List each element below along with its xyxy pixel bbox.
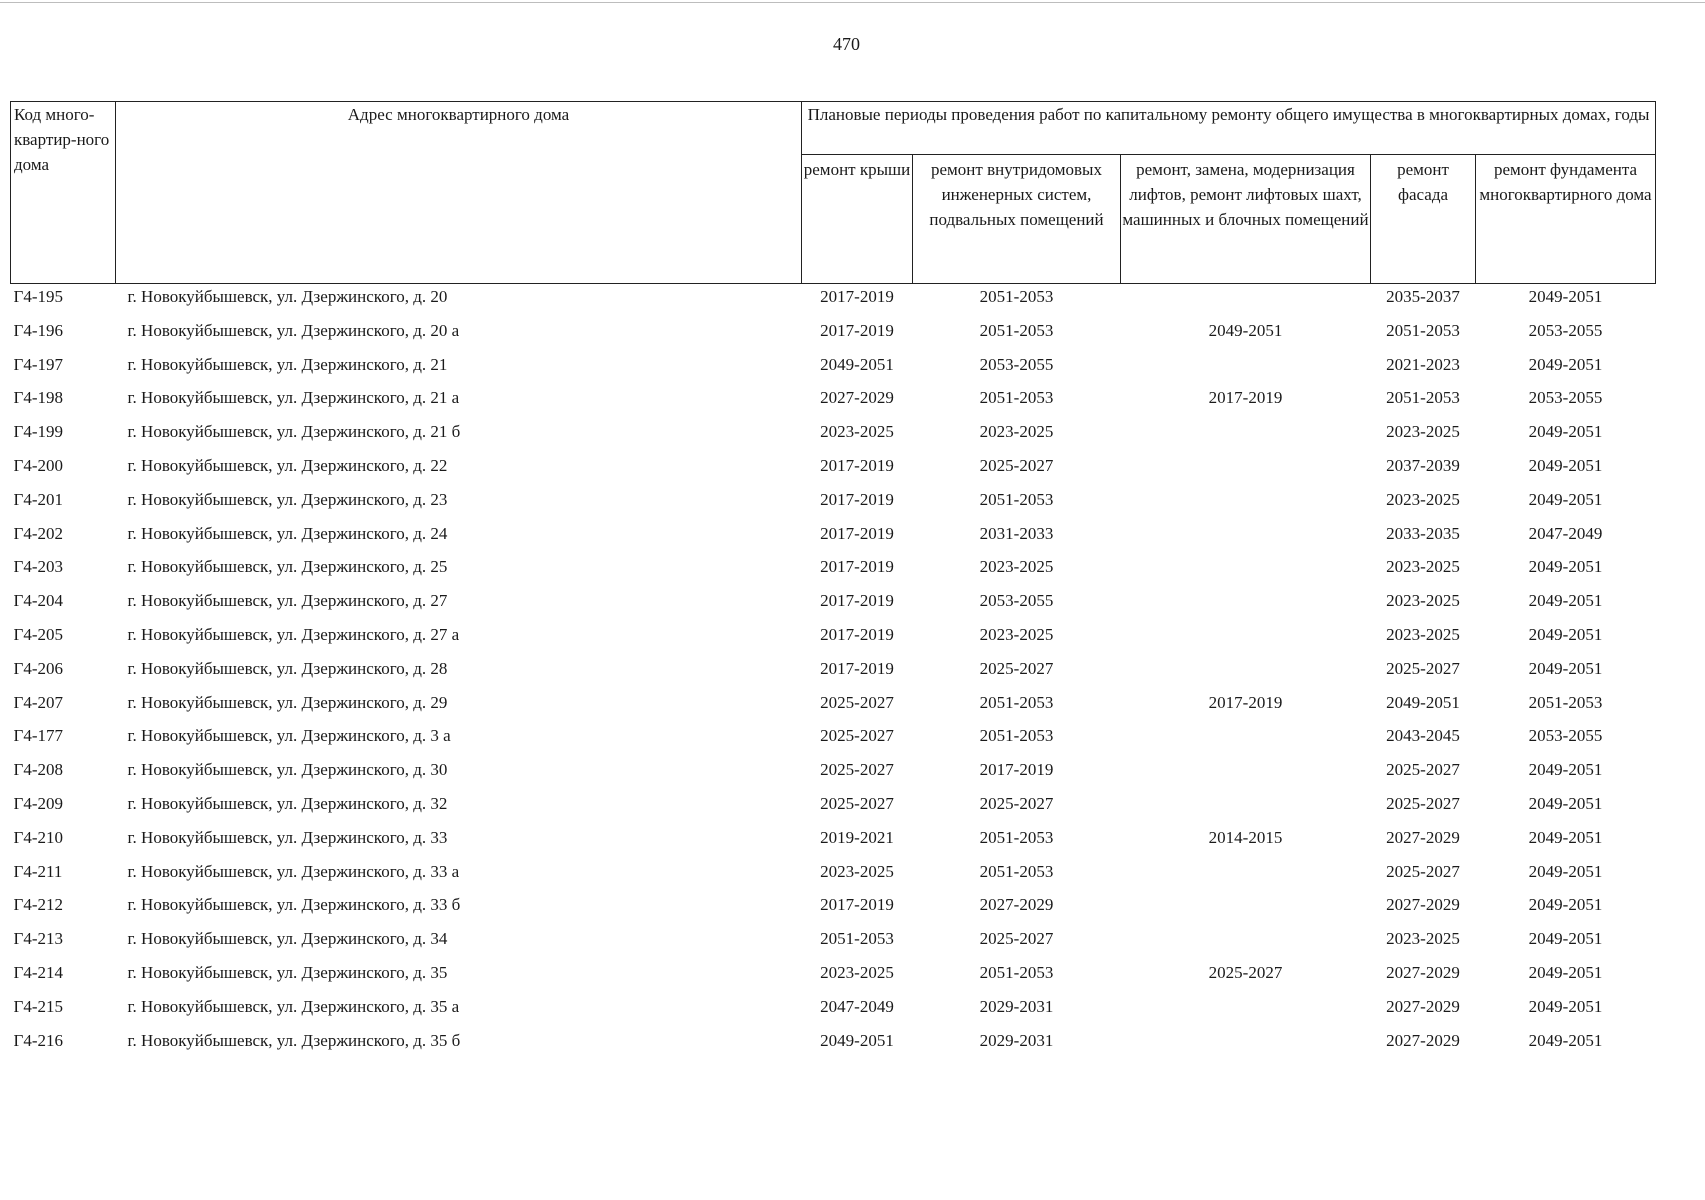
cell-engineering-period: 2051-2053 [979,489,1054,509]
cell-roof-period: 2017-2019 [820,557,894,577]
table-row [11,556,1656,590]
cell-building-code: Г4-200 [13,455,63,475]
cell-building-code: Г4-210 [13,827,63,847]
table-row [11,421,1656,455]
table-row [11,489,1656,523]
cell-address: г. Новокуйбышевск, ул. Дзержинского, д. 21 [127,354,448,374]
cell-engineering-period: 2017-2019 [979,760,1054,780]
header-building-code: Код много-квартир-ного дома [11,102,116,284]
cell-facade-period: 2023-2025 [1386,557,1460,577]
table-body [11,284,1656,1064]
table-row [11,284,1656,320]
cell-building-code: Г4-208 [13,760,63,780]
cell-building-code: Г4-204 [13,591,63,611]
cell-address: г. Новокуйбышевск, ул. Дзержинского, д. 25 [127,557,448,577]
cell-foundation-period: 2049-2051 [1528,1030,1603,1050]
cell-roof-period: 2017-2019 [820,658,894,678]
cell-roof-period: 2017-2019 [820,523,894,543]
table-row [11,996,1656,1030]
cell-roof-period: 2017-2019 [820,895,894,915]
cell-roof-period: 2047-2049 [820,996,894,1016]
cell-engineering-period: 2051-2053 [979,287,1054,306]
header-roof-repair: ремонт крыши [802,155,913,284]
cell-address: г. Новокуйбышевск, ул. Дзержинского, д. 20 [127,287,448,306]
cell-roof-period: 2025-2027 [820,726,894,746]
cell-roof-period: 2049-2051 [820,1030,894,1050]
cell-elevator-period [1121,624,1371,658]
table-row [11,928,1656,962]
cell-facade-period: 2027-2029 [1386,895,1460,915]
cell-foundation-period: 2049-2051 [1528,489,1603,509]
cell-facade-period: 2035-2037 [1386,287,1460,306]
cell-engineering-period: 2051-2053 [979,962,1054,982]
table-row [11,658,1656,692]
cell-building-code: Г4-195 [13,287,63,306]
cell-foundation-period: 2049-2051 [1528,557,1603,577]
cell-elevator-period: 2014-2015 [1208,827,1283,847]
cell-engineering-period: 2053-2055 [979,591,1054,611]
cell-building-code: Г4-196 [13,320,63,340]
cell-elevator-period: 2017-2019 [1208,692,1283,712]
cell-foundation-period: 2049-2051 [1528,624,1603,644]
cell-roof-period: 2025-2027 [820,793,894,813]
cell-facade-period: 2051-2053 [1386,388,1460,408]
cell-elevator-period [1121,658,1371,692]
cell-elevator-period [1121,489,1371,523]
cell-elevator-period [1121,354,1371,388]
cell-facade-period: 2025-2027 [1386,760,1460,780]
cell-foundation-period: 2049-2051 [1528,354,1603,374]
cell-address: г. Новокуйбышевск, ул. Дзержинского, д. 33 а [127,861,460,881]
cell-foundation-period: 2049-2051 [1528,996,1603,1016]
table-row [11,827,1656,861]
cell-foundation-period: 2049-2051 [1528,861,1603,881]
cell-roof-period: 2017-2019 [820,320,894,340]
cell-engineering-period: 2053-2055 [979,354,1054,374]
cell-building-code: Г4-215 [13,996,63,1016]
cell-engineering-period: 2025-2027 [979,455,1054,475]
cell-roof-period: 2017-2019 [820,489,894,509]
cell-building-code: Г4-198 [13,388,63,408]
table-row [11,692,1656,726]
cell-engineering-period: 2027-2029 [979,895,1054,915]
table-row [11,1030,1656,1064]
cell-engineering-period: 2023-2025 [979,422,1054,442]
cell-address: г. Новокуйбышевск, ул. Дзержинского, д. 32 [127,793,448,813]
cell-building-code: Г4-214 [13,962,63,982]
cell-elevator-period [1121,996,1371,1030]
cell-roof-period: 2023-2025 [820,962,894,982]
cell-foundation-period: 2051-2053 [1528,692,1603,712]
cell-elevator-period [1121,590,1371,624]
header-engineering-systems-repair: ремонт внутридомовых инженерных систем, подвальных помещений [913,155,1121,284]
cell-engineering-period: 2051-2053 [979,827,1054,847]
cell-elevator-period [1121,523,1371,557]
cell-elevator-period: 2049-2051 [1208,320,1283,340]
table-row [11,725,1656,759]
cell-building-code: Г4-203 [13,557,63,577]
cell-facade-period: 2051-2053 [1386,320,1460,340]
cell-building-code: Г4-202 [13,523,63,543]
table-row [11,793,1656,827]
cell-address: г. Новокуйбышевск, ул. Дзержинского, д. 27 а [127,624,460,644]
cell-foundation-period: 2053-2055 [1528,320,1603,340]
cell-roof-period: 2025-2027 [820,760,894,780]
cell-roof-period: 2049-2051 [820,354,894,374]
cell-facade-period: 2025-2027 [1386,658,1460,678]
cell-address: г. Новокуйбышевск, ул. Дзержинского, д. 35 б [127,1030,461,1050]
cell-facade-period: 2027-2029 [1386,996,1460,1016]
cell-engineering-period: 2051-2053 [979,692,1054,712]
cell-foundation-period: 2053-2055 [1528,388,1603,408]
cell-engineering-period: 2051-2053 [979,861,1054,881]
cell-address: г. Новокуйбышевск, ул. Дзержинского, д. 35 [127,962,448,982]
table-row [11,962,1656,996]
cell-facade-period: 2033-2035 [1386,523,1460,543]
cell-elevator-period: 2017-2019 [1208,388,1283,408]
cell-address: г. Новокуйбышевск, ул. Дзержинского, д. 28 [127,658,448,678]
cell-building-code: Г4-199 [13,422,63,442]
cell-foundation-period: 2049-2051 [1528,658,1603,678]
header-planned-periods: Плановые периоды проведения работ по капитальному ремонту общего имущества в многоквартирных домах, годы [802,102,1656,155]
cell-roof-period: 2051-2053 [820,929,894,949]
cell-engineering-period: 2051-2053 [979,320,1054,340]
cell-address: г. Новокуйбышевск, ул. Дзержинского, д. 23 [127,489,448,509]
cell-engineering-period: 2025-2027 [979,793,1054,813]
cell-address: г. Новокуйбышевск, ул. Дзержинского, д. 3 а [127,726,451,746]
cell-roof-period: 2017-2019 [820,591,894,611]
cell-engineering-period: 2031-2033 [979,523,1054,543]
cell-roof-period: 2017-2019 [820,624,894,644]
cell-building-code: Г4-206 [13,658,63,678]
cell-address: г. Новокуйбышевск, ул. Дзержинского, д. 34 [127,929,448,949]
cell-facade-period: 2027-2029 [1386,827,1460,847]
cell-facade-period: 2023-2025 [1386,591,1460,611]
cell-engineering-period: 2025-2027 [979,929,1054,949]
cell-address: г. Новокуйбышевск, ул. Дзержинского, д. 30 [127,760,448,780]
capital-repair-table [10,101,1656,1063]
cell-elevator-period [1121,421,1371,455]
cell-elevator-period [1121,928,1371,962]
table-row [11,861,1656,895]
cell-facade-period: 2037-2039 [1386,455,1460,475]
scan-top-edge [0,2,1705,3]
cell-foundation-period: 2053-2055 [1528,726,1603,746]
cell-address: г. Новокуйбышевск, ул. Дзержинского, д. 20 а [127,320,460,340]
cell-address: г. Новокуйбышевск, ул. Дзержинского, д. 21 а [127,388,460,408]
cell-address: г. Новокуйбышевск, ул. Дзержинского, д. 35 а [127,996,460,1016]
cell-elevator-period [1121,793,1371,827]
table-row [11,590,1656,624]
table-row [11,455,1656,489]
cell-elevator-period [1121,759,1371,793]
cell-engineering-period: 2025-2027 [979,658,1054,678]
cell-foundation-period: 2049-2051 [1528,827,1603,847]
cell-building-code: Г4-201 [13,489,63,509]
table-row [11,320,1656,354]
cell-building-code: Г4-205 [13,624,63,644]
cell-address: г. Новокуйбышевск, ул. Дзержинского, д. 33 б [127,895,461,915]
cell-foundation-period: 2049-2051 [1528,793,1603,813]
header-facade-repair: ремонт фасада [1371,155,1476,284]
cell-foundation-period: 2049-2051 [1528,962,1603,982]
cell-elevator-period [1121,455,1371,489]
cell-engineering-period: 2023-2025 [979,557,1054,577]
cell-facade-period: 2049-2051 [1386,692,1460,712]
cell-roof-period: 2027-2029 [820,388,894,408]
cell-engineering-period: 2029-2031 [979,996,1054,1016]
cell-foundation-period: 2049-2051 [1528,455,1603,475]
cell-foundation-period: 2049-2051 [1528,422,1603,442]
table-row [11,354,1656,388]
cell-elevator-period [1121,1030,1371,1064]
cell-building-code: Г4-213 [13,929,63,949]
cell-facade-period: 2027-2029 [1386,962,1460,982]
cell-facade-period: 2023-2025 [1386,489,1460,509]
cell-roof-period: 2023-2025 [820,422,894,442]
cell-building-code: Г4-177 [13,726,63,746]
cell-building-code: Г4-197 [13,354,63,374]
cell-roof-period: 2025-2027 [820,692,894,712]
page-number: 470 [833,34,860,54]
cell-address: г. Новокуйбышевск, ул. Дзержинского, д. 24 [127,523,448,543]
table-row [11,523,1656,557]
cell-address: г. Новокуйбышевск, ул. Дзержинского, д. 33 [127,827,448,847]
cell-address: г. Новокуйбышевск, ул. Дзержинского, д. 22 [127,455,448,475]
cell-facade-period: 2025-2027 [1386,861,1460,881]
cell-elevator-period [1121,556,1371,590]
cell-facade-period: 2021-2023 [1386,354,1460,374]
cell-facade-period: 2023-2025 [1386,624,1460,644]
cell-foundation-period: 2049-2051 [1528,287,1603,306]
table-row [11,759,1656,793]
cell-building-code: Г4-212 [13,895,63,915]
cell-foundation-period: 2047-2049 [1528,523,1603,543]
cell-building-code: Г4-209 [13,793,63,813]
header-address: Адрес многоквартирного дома [116,102,802,284]
cell-facade-period: 2023-2025 [1386,422,1460,442]
cell-elevator-period [1121,284,1371,320]
cell-building-code: Г4-211 [13,861,63,881]
cell-engineering-period: 2051-2053 [979,388,1054,408]
cell-address: г. Новокуйбышевск, ул. Дзержинского, д. 21 б [127,422,461,442]
cell-roof-period: 2019-2021 [820,827,894,847]
cell-engineering-period: 2051-2053 [979,726,1054,746]
cell-roof-period: 2017-2019 [820,287,894,306]
cell-facade-period: 2025-2027 [1386,793,1460,813]
cell-foundation-period: 2049-2051 [1528,895,1603,915]
table-row [11,387,1656,421]
cell-elevator-period: 2025-2027 [1208,962,1283,982]
cell-roof-period: 2017-2019 [820,455,894,475]
cell-address: г. Новокуйбышевск, ул. Дзержинского, д. 27 [127,591,448,611]
cell-elevator-period [1121,894,1371,928]
cell-engineering-period: 2023-2025 [979,624,1054,644]
cell-roof-period: 2023-2025 [820,861,894,881]
cell-engineering-period: 2029-2031 [979,1030,1054,1050]
cell-facade-period: 2027-2029 [1386,1030,1460,1050]
cell-building-code: Г4-216 [13,1030,63,1050]
cell-elevator-period [1121,725,1371,759]
cell-facade-period: 2043-2045 [1386,726,1460,746]
cell-building-code: Г4-207 [13,692,63,712]
cell-foundation-period: 2049-2051 [1528,591,1603,611]
cell-foundation-period: 2049-2051 [1528,929,1603,949]
table-row [11,624,1656,658]
cell-address: г. Новокуйбышевск, ул. Дзержинского, д. 29 [127,692,448,712]
header-foundation-repair: ремонт фундамента многоквартирного дома [1476,155,1656,284]
cell-facade-period: 2023-2025 [1386,929,1460,949]
table-row [11,894,1656,928]
cell-elevator-period [1121,861,1371,895]
header-elevator-repair: ремонт, замена, модернизация лифтов, ремонт лифтовых шахт, машинных и блочных помещений [1121,155,1371,284]
cell-foundation-period: 2049-2051 [1528,760,1603,780]
